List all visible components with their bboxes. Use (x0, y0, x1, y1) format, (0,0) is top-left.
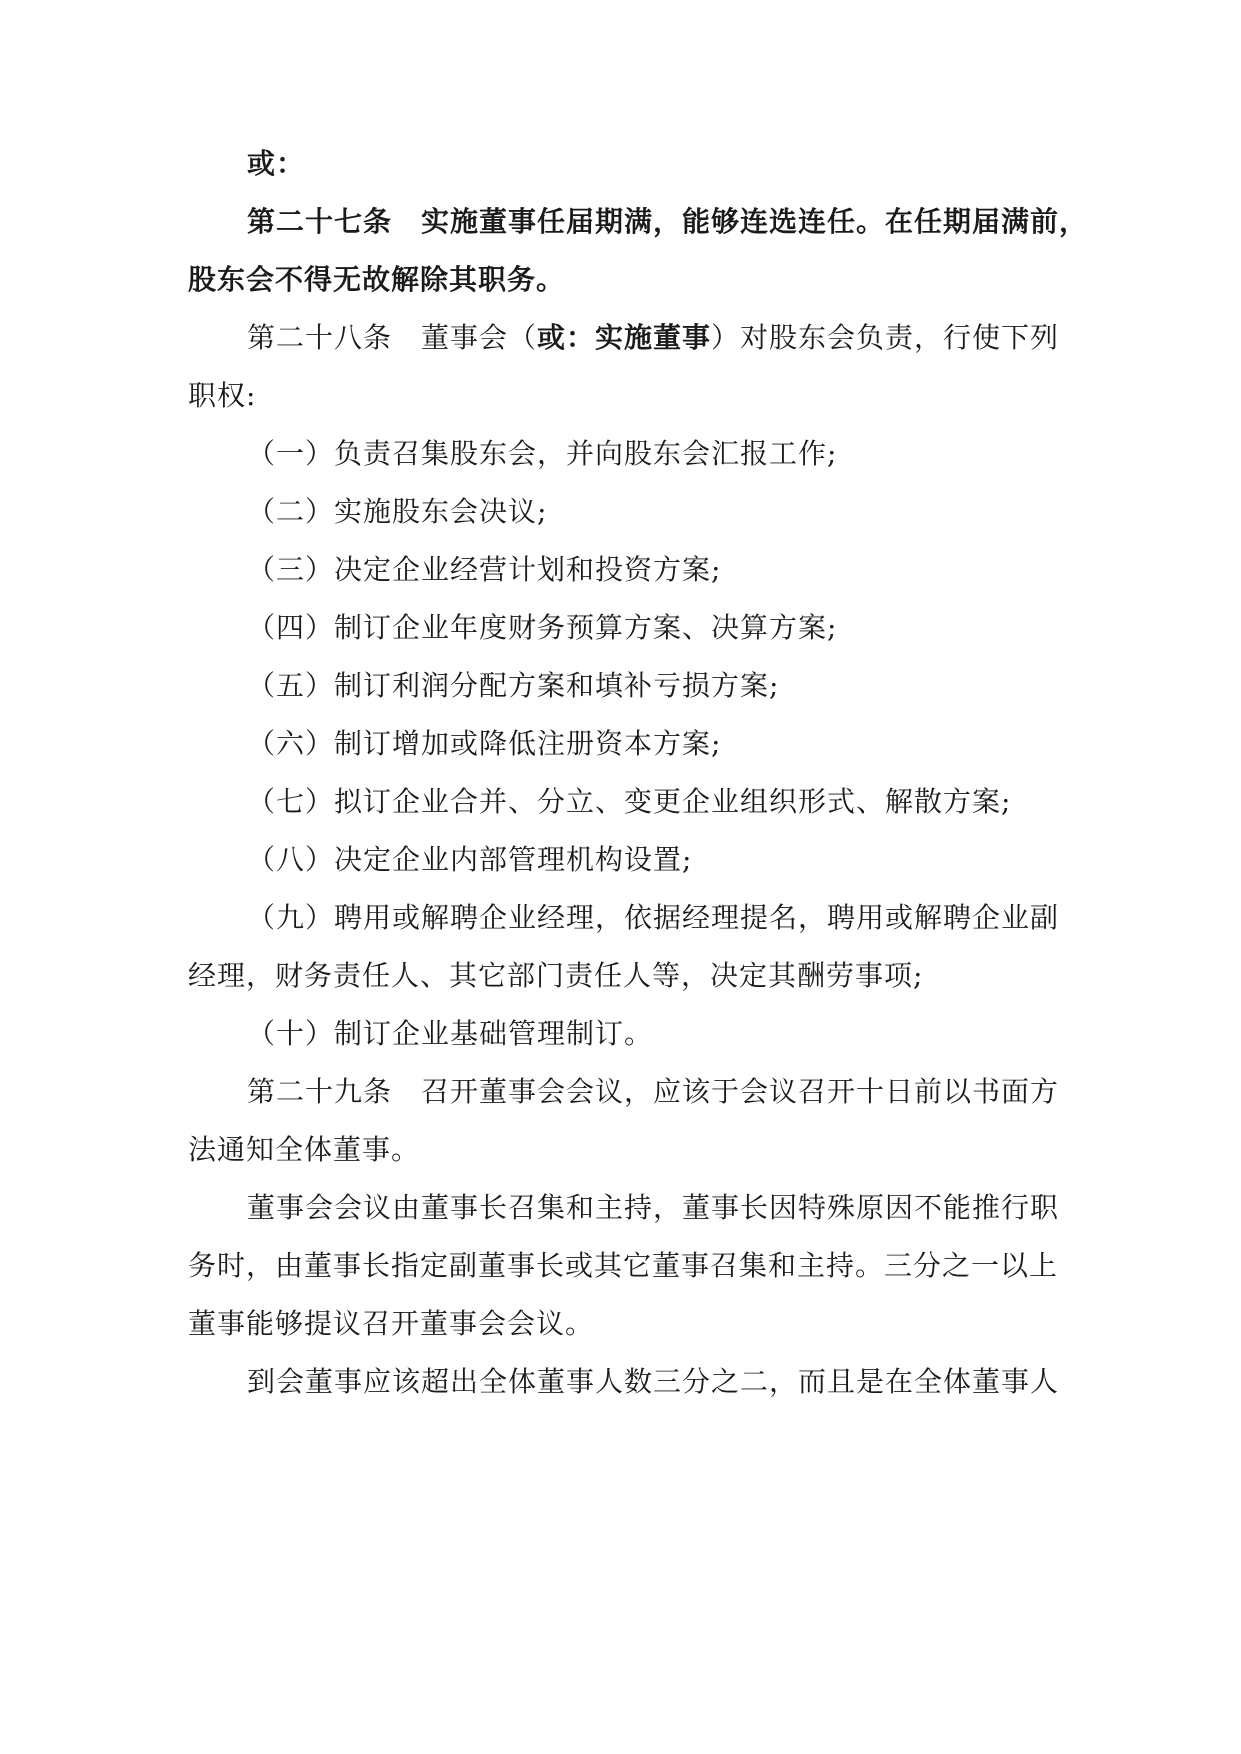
text-line: 或： (247, 147, 306, 180)
article-28-prefix: 第二十八条 董事会（ (247, 321, 538, 354)
list-item-10: （十）制订企业基础管理制订。 (247, 1017, 654, 1050)
paragraph-meeting-line-1: 董事会会议由董事长召集和主持，董事长因特殊原因不能推行职 (247, 1191, 1060, 1224)
article-28-bold-phrase: 或：实施董事 (537, 321, 712, 354)
article-29-line-1: 第二十九条 召开董事会会议，应该于会议召开十日前以书面方 (247, 1075, 1060, 1108)
list-item-9-line-2: 经理，财务责任人、其它部门责任人等，决定其酬劳事项; (188, 959, 924, 992)
article-28-suffix: ）对股东会负责，行使下列 (711, 321, 1060, 354)
list-item-2: （二）实施股东会决议; (247, 495, 548, 528)
list-item-4: （四）制订企业年度财务预算方案、决算方案; (247, 611, 838, 644)
list-item-9-line-1: （九）聘用或解聘企业经理，依据经理提名，聘用或解聘企业副 (247, 901, 1060, 934)
article-28-line-1 (247, 318, 1059, 358)
list-item-3: （三）决定企业经营计划和投资方案; (247, 553, 722, 586)
paragraph-attendance-line-1: 到会董事应该超出全体董事人数三分之二，而且是在全体董事人 (247, 1365, 1060, 1398)
paragraph-meeting-line-3: 董事能够提议召开董事会会议。 (188, 1307, 595, 1340)
list-item-7: （七）拟订企业合并、分立、变更企业组织形式、解散方案; (247, 785, 1012, 818)
article-28-line-2: 职权: (188, 379, 257, 412)
list-item-5: （五）制订利润分配方案和填补亏损方案; (247, 669, 780, 702)
article-27-line-2: 股东会不得无故解除其职务。 (188, 263, 566, 296)
list-item-8: （八）决定企业内部管理机构设置; (247, 843, 693, 876)
list-item-6: （六）制订增加或降低注册资本方案; (247, 727, 722, 760)
paragraph-meeting-line-2: 务时，由董事长指定副董事长或其它董事召集和主持。三分之一以上 (188, 1249, 1059, 1282)
article-29-line-2: 法通知全体董事。 (188, 1133, 421, 1166)
list-item-1: （一）负责召集股东会，并向股东会汇报工作; (247, 437, 838, 470)
article-27-line-1: 第二十七条 实施董事任届期满，能够连选连任。在任期届满前， (247, 205, 1089, 238)
